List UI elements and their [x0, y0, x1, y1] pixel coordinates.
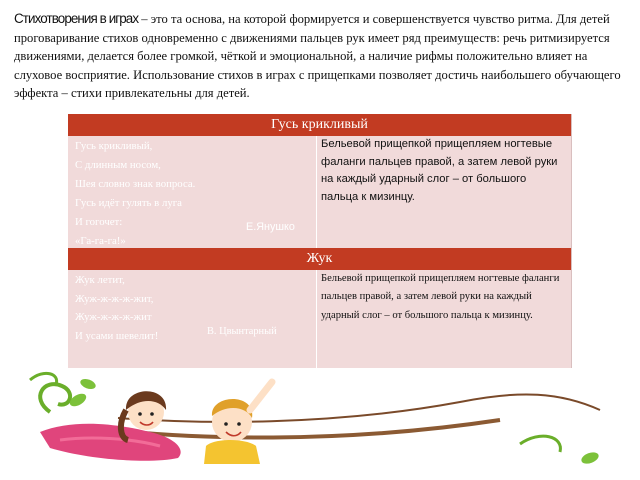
poem-line: И усами шевелит! — [75, 329, 159, 342]
poem-line: С длинным носом, — [75, 159, 161, 171]
poem-author-goose: Е.Янушко — [246, 221, 295, 233]
table-header-goose: Гусь крикливый — [68, 114, 571, 136]
instruction-beetle: Бельевой прищепкой прищепляем ногтевые фаланги пальцев правой, а затем левой руки на каждый ударный слог – от большого пальца к мизинцу. — [321, 273, 560, 321]
poem-line: Жук летит, — [75, 274, 125, 286]
poem-author-beetle: В. Цвынтарный — [207, 326, 277, 337]
intro-lead: Стихотворения в играх — [14, 11, 139, 26]
poem-line: «Га-га-га!» — [75, 235, 126, 247]
poems-table — [68, 114, 572, 368]
poem-goose — [75, 137, 311, 251]
instruction-goose: Бельевой прищепкой прищепляем ногтевые фаланги пальцев правой, а затем левой руки на каждый ударный слог – от большого пальца к мизинцу. — [321, 138, 558, 203]
poem-line: Гусь крикливый, — [75, 140, 153, 152]
poem-line: Шея словно знак вопроса. — [75, 178, 196, 190]
column-divider — [316, 270, 317, 368]
table-header-beetle: Жук — [68, 248, 571, 270]
poem-line: Жуж-ж-ж-ж-жит, — [75, 292, 154, 305]
poem-line: Гусь идёт гулять в луга — [75, 197, 182, 209]
intro-paragraph — [14, 10, 626, 103]
intro-text: – это та основа, на которой формируется и совершенствуется чувство ритма. Для детей проговаривание стихов одновременно с движениями пальцев рук имеет ряд преимуществ: речь ритмизируется движениями, делается более громкой, чёткой и эмоциональной, а наличие рифмы положительно влияет на слуховое восприятие. Использование стихов в играх с прищепками позволяет достичь наибольшего обучающего эффекта – стихи привлекательны для детей. — [14, 12, 621, 101]
poem-line: Жуж-ж-ж-ж-жит — [75, 311, 152, 323]
column-divider — [316, 136, 317, 248]
poem-line: И гогочет: — [75, 216, 123, 228]
